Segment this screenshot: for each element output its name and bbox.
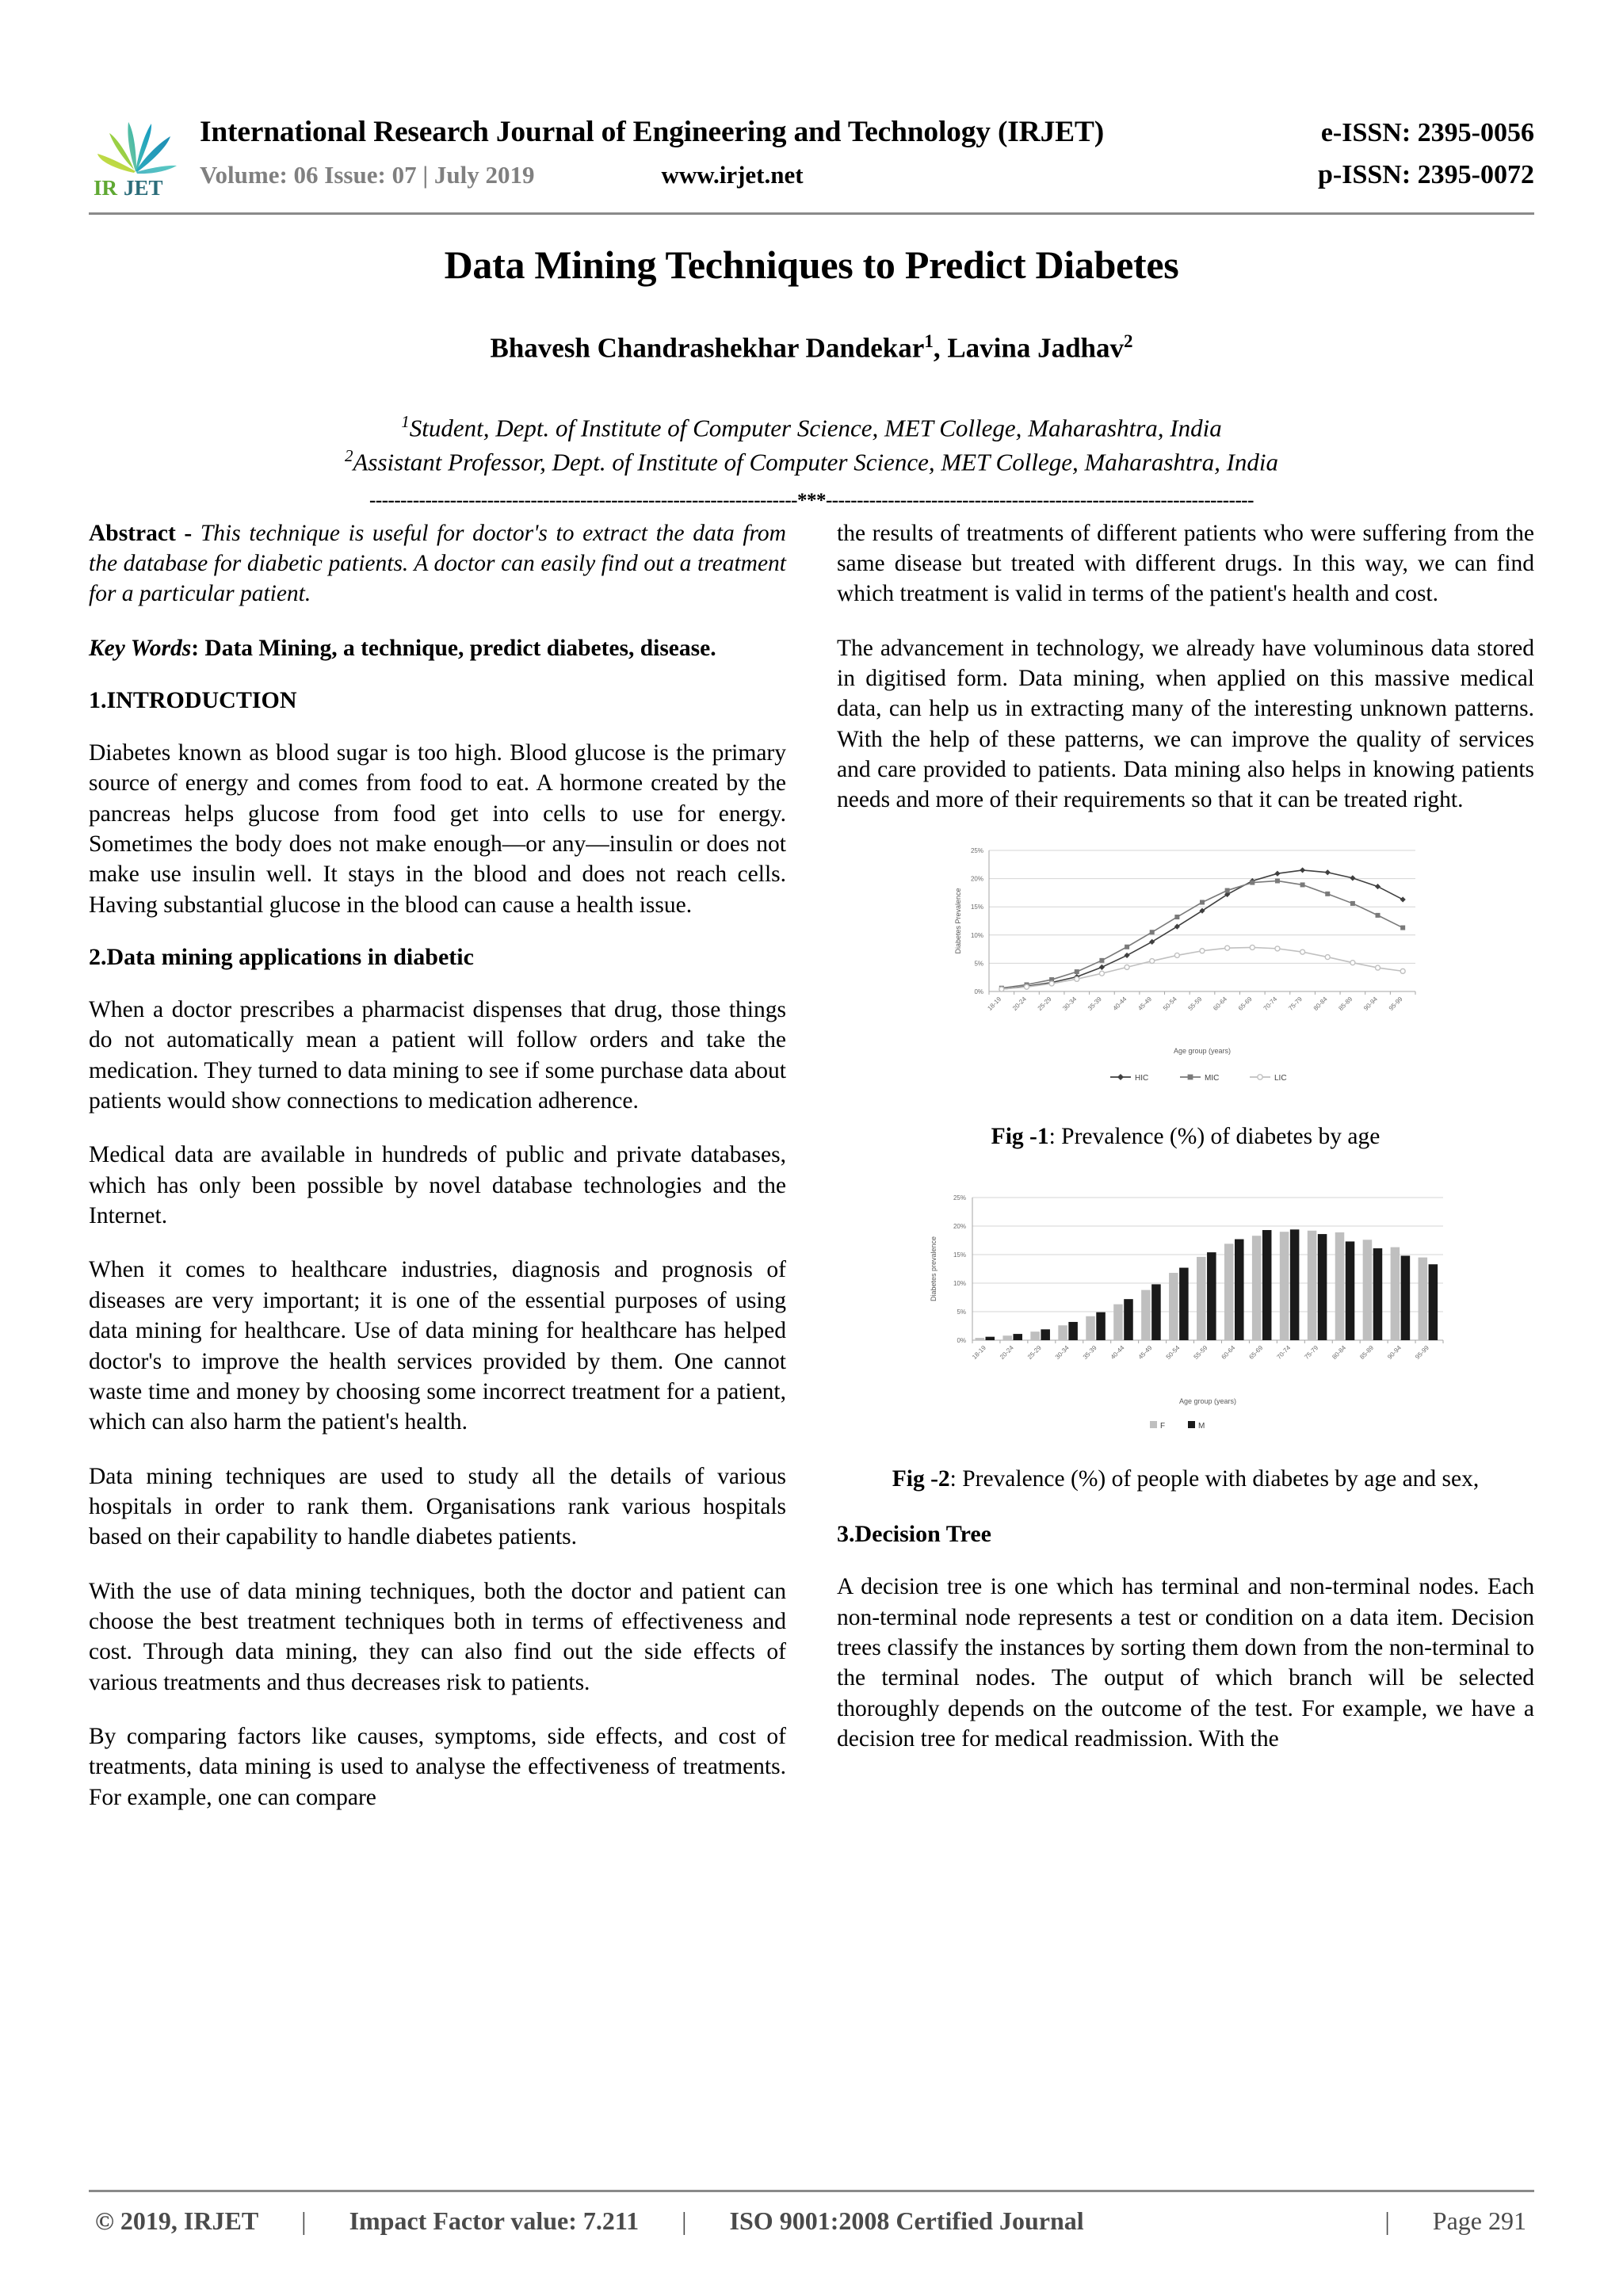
figure-2-caption [837,1464,1534,1494]
svg-text:75-79: 75-79 [1287,995,1304,1012]
svg-text:0%: 0% [974,988,983,995]
svg-text:M: M [1198,1422,1205,1431]
svg-text:45-49: 45-49 [1136,1344,1154,1361]
author-2-name: Lavina Jadhav [947,332,1125,364]
svg-text:18-19: 18-19 [986,995,1003,1012]
journal-website[interactable]: www.irjet.net [661,160,804,189]
svg-text:25-29: 25-29 [1025,1344,1043,1361]
volume-issue: Volume: 06 Issue: 07 | July 2019 [200,160,535,189]
svg-text:25%: 25% [953,1194,966,1202]
footer-iso-certification: ISO 9001:2008 Certified Journal [729,2206,1084,2235]
svg-text:HIC: HIC [1135,1073,1149,1083]
logo-jet-text: JET [124,176,163,200]
svg-text:Age group (years): Age group (years) [1178,1397,1237,1406]
svg-text:85-89: 85-89 [1337,995,1354,1012]
svg-text:LIC: LIC [1274,1073,1287,1083]
svg-text:15%: 15% [970,903,983,911]
figure-1 [837,839,1534,1152]
logo-ir-text: IR [94,176,118,200]
page-title: Data Mining Techniques to Predict Diabetes [444,243,1179,287]
figure-1-caption-text: : Prevalence (%) of diabetes by age [1048,1123,1381,1149]
page-footer [89,2190,1534,2236]
keywords-paragraph [89,633,786,663]
keywords-text: : Data Mining, a technique, predict diabetes, disease. [191,635,716,661]
svg-text:20%: 20% [970,875,983,883]
svg-text:60-64: 60-64 [1220,1344,1237,1361]
journal-header [89,0,1534,200]
applications-paragraph-3: When it comes to healthcare industries, diagnosis and prognosis of diseases are very important; it is one of the essential purposes of using data mining for healthcare. Use of data mining for healthcare has helped doctor's to improve the health services provided by them. One cannot waste time and money by choosing some incorrect treatment for a patient, which can also harm the patient's health. [89,1257,786,1435]
author-2-sup: 2 [1124,331,1133,351]
svg-text:Diabetes prevalence: Diabetes prevalence [930,1236,938,1302]
journal-title: International Research Journal of Engineering and Technology (IRJET) [200,115,1105,148]
svg-text:95-99: 95-99 [1414,1344,1430,1361]
footer-divider [89,2190,1534,2192]
svg-text:20-24: 20-24 [1011,995,1028,1012]
affiliation-2-sup: 2 [344,446,353,466]
svg-text:5%: 5% [957,1308,966,1316]
author-list [89,331,1534,365]
svg-text:Diabetes Prevalence: Diabetes Prevalence [954,888,962,954]
svg-text:20-24: 20-24 [998,1344,1015,1361]
applications-paragraph-6: By comparing factors like causes, symptoms, side effects, and cost of treatments, data mining is used to analyse the effectiveness of treatments. For example, one can compare [89,1723,786,1810]
keywords-label: Key Words [89,635,192,661]
author-1-name: Bhavesh Chandrashekhar Dandekar [490,332,925,364]
footer-content [89,2206,1534,2236]
svg-text:80-84: 80-84 [1331,1344,1348,1361]
svg-text:50-54: 50-54 [1161,995,1178,1012]
figure-2-label: Fig -2 [892,1466,950,1492]
svg-text:70-74: 70-74 [1262,995,1279,1012]
e-issn: e-ISSN: 2395-0056 [1320,117,1534,147]
svg-text:55-59: 55-59 [1192,1344,1209,1361]
affiliations [89,411,1534,479]
header-text-block [200,115,1534,190]
footer-page-wrap [1384,2206,1526,2236]
figure-2-caption-text: : Prevalence (%) of people with diabetes by age and sex, [949,1466,1480,1492]
affiliation-1-sup: 1 [401,411,410,431]
svg-text:10%: 10% [970,931,983,939]
footer-page-number: Page 291 [1432,2206,1526,2235]
abstract-label: Abstract - [89,520,200,546]
section-separator: ---------------------------------------------------------------------***--------------------------------------------------------------------- [369,490,1254,510]
irjet-logo-icon [89,105,182,200]
svg-text:F: F [1160,1422,1166,1431]
svg-text:30-34: 30-34 [1053,1344,1071,1361]
svg-text:65-69: 65-69 [1247,1344,1265,1361]
applications-paragraph-5: With the use of data mining techniques, both the doctor and patient can choose the best treatment techniques both in terms of effectiveness and cost. Through data mining, they can also find out the side effects of various treatments and thus decreases risk to patients. [89,1578,786,1695]
affiliation-1 [89,411,1534,445]
svg-text:95-99: 95-99 [1387,995,1404,1012]
svg-text:0%: 0% [957,1337,966,1345]
svg-text:65-69: 65-69 [1236,995,1254,1012]
affiliation-2 [89,445,1534,479]
left-column [89,518,786,1813]
footer-copyright: © 2019, IRJET [95,2206,259,2235]
svg-text:10%: 10% [953,1280,966,1288]
svg-text:20%: 20% [953,1223,966,1231]
right-column [837,518,1534,1813]
svg-text:80-84: 80-84 [1312,995,1329,1012]
footer-separator-3: | [1384,2206,1390,2235]
section-heading-decision-tree: 3.Decision Tree [837,1521,991,1548]
svg-text:18-19: 18-19 [971,1344,987,1361]
intro-paragraph-1: Diabetes known as blood sugar is too high. Blood glucose is the primary source of energy and comes from food to eat. A hormone created by the pancreas helps glucose from food get into cells to use for energy. Sometimes the body does not make enough—or any—insulin or does not make use insulin well. It stays in the blood and does not reach cells. Having substantial glucose in the blood can cause a health issue. [89,740,786,918]
header-divider [89,212,1534,215]
applications-paragraph-4: Data mining techniques are used to study all the details of various hospitals in order to rank them. Organisations rank various hospitals based on their capability to handle diabetes patients. [89,1463,786,1550]
figure-1-caption [837,1121,1534,1152]
author-separator: , [933,332,948,364]
section-heading-introduction: 1.INTRODUCTION [89,687,297,713]
svg-text:15%: 15% [953,1251,966,1259]
svg-text:35-39: 35-39 [1081,1344,1098,1361]
right-paragraph-2: The advancement in technology, we already have voluminous data stored in digitised form. Data mining, when applied on this massive medical data, can help us in extracting many of the interesting unknown patterns. With the help of these patterns, we can improve the quality of services and care provided to patients. Data mining also helps in knowing patients needs and more of their requirements so that it can be treated right. [837,635,1534,813]
svg-text:30-34: 30-34 [1061,995,1079,1012]
svg-text:70-74: 70-74 [1275,1344,1293,1361]
affiliation-1-text: Student, Dept. of Institute of Computer Science, MET College, Maharashtra, India [409,413,1222,441]
fig1-line-chart [940,839,1431,1101]
applications-paragraph-1: When a doctor prescribes a pharmacist dispenses that drug, those things do not automatically mean a patient will follow orders and take the medication. They turned to data mining to see if some purchase data about patients would show connections to medication adherence. [89,997,786,1114]
svg-text:85-89: 85-89 [1358,1344,1376,1361]
two-column-body [89,518,1534,1813]
svg-text:25%: 25% [970,846,983,854]
svg-text:55-59: 55-59 [1186,995,1204,1012]
right-paragraph-1: the results of treatments of different patients who were suffering from the same disease but treated with different drugs. In this way, we can find which treatment is valid in terms of the patient's health and cost. [837,520,1534,607]
fig2-bar-chart [912,1182,1459,1443]
affiliation-2-text: Assistant Professor, Dept. of Institute of Computer Science, MET College, Maharashtra, India [353,448,1279,476]
svg-text:90-94: 90-94 [1386,1344,1403,1361]
svg-text:40-44: 40-44 [1109,1344,1126,1361]
abstract-paragraph [89,518,786,609]
svg-text:60-64: 60-64 [1212,995,1229,1012]
author-1-sup: 1 [924,331,934,351]
p-issn: p-ISSN: 2395-0072 [1318,159,1534,189]
svg-text:90-94: 90-94 [1362,995,1379,1012]
irjet-logo [89,105,182,200]
svg-text:40-44: 40-44 [1111,995,1128,1012]
svg-text:5%: 5% [974,960,983,968]
svg-text:45-49: 45-49 [1136,995,1154,1012]
svg-text:MIC: MIC [1205,1073,1220,1083]
footer-impact-factor: Impact Factor value: 7.211 [349,2206,640,2235]
footer-separator-2: | [682,2206,687,2235]
figure-2 [837,1182,1534,1494]
svg-text:35-39: 35-39 [1086,995,1103,1012]
svg-text:75-79: 75-79 [1303,1344,1320,1361]
abstract-text: This technique is useful for doctor's to extract the data from the database for diabetic patients. A doctor can easily find out a treatment for a particular patient. [89,520,786,607]
svg-text:25-29: 25-29 [1036,995,1053,1012]
applications-paragraph-2: Medical data are available in hundreds of public and private databases, which has only been possible by novel database technologies and the Internet. [89,1142,786,1229]
footer-separator-1: | [301,2206,307,2235]
decision-tree-paragraph: A decision tree is one which has terminal and non-terminal nodes. Each non-terminal node represents a test or condition on a data item. Decision trees classify the instances by sorting them down from the non-terminal to the terminal nodes. The output of which branch will be selected thoroughly depends on the outcome of the test. For example, we have a decision tree for medical readmission. With the [837,1574,1534,1752]
svg-text:Age group (years): Age group (years) [1173,1046,1232,1055]
svg-text:50-54: 50-54 [1164,1344,1182,1361]
section-heading-applications: 2.Data mining applications in diabetic [89,944,474,971]
figure-1-label: Fig -1 [991,1123,1049,1149]
